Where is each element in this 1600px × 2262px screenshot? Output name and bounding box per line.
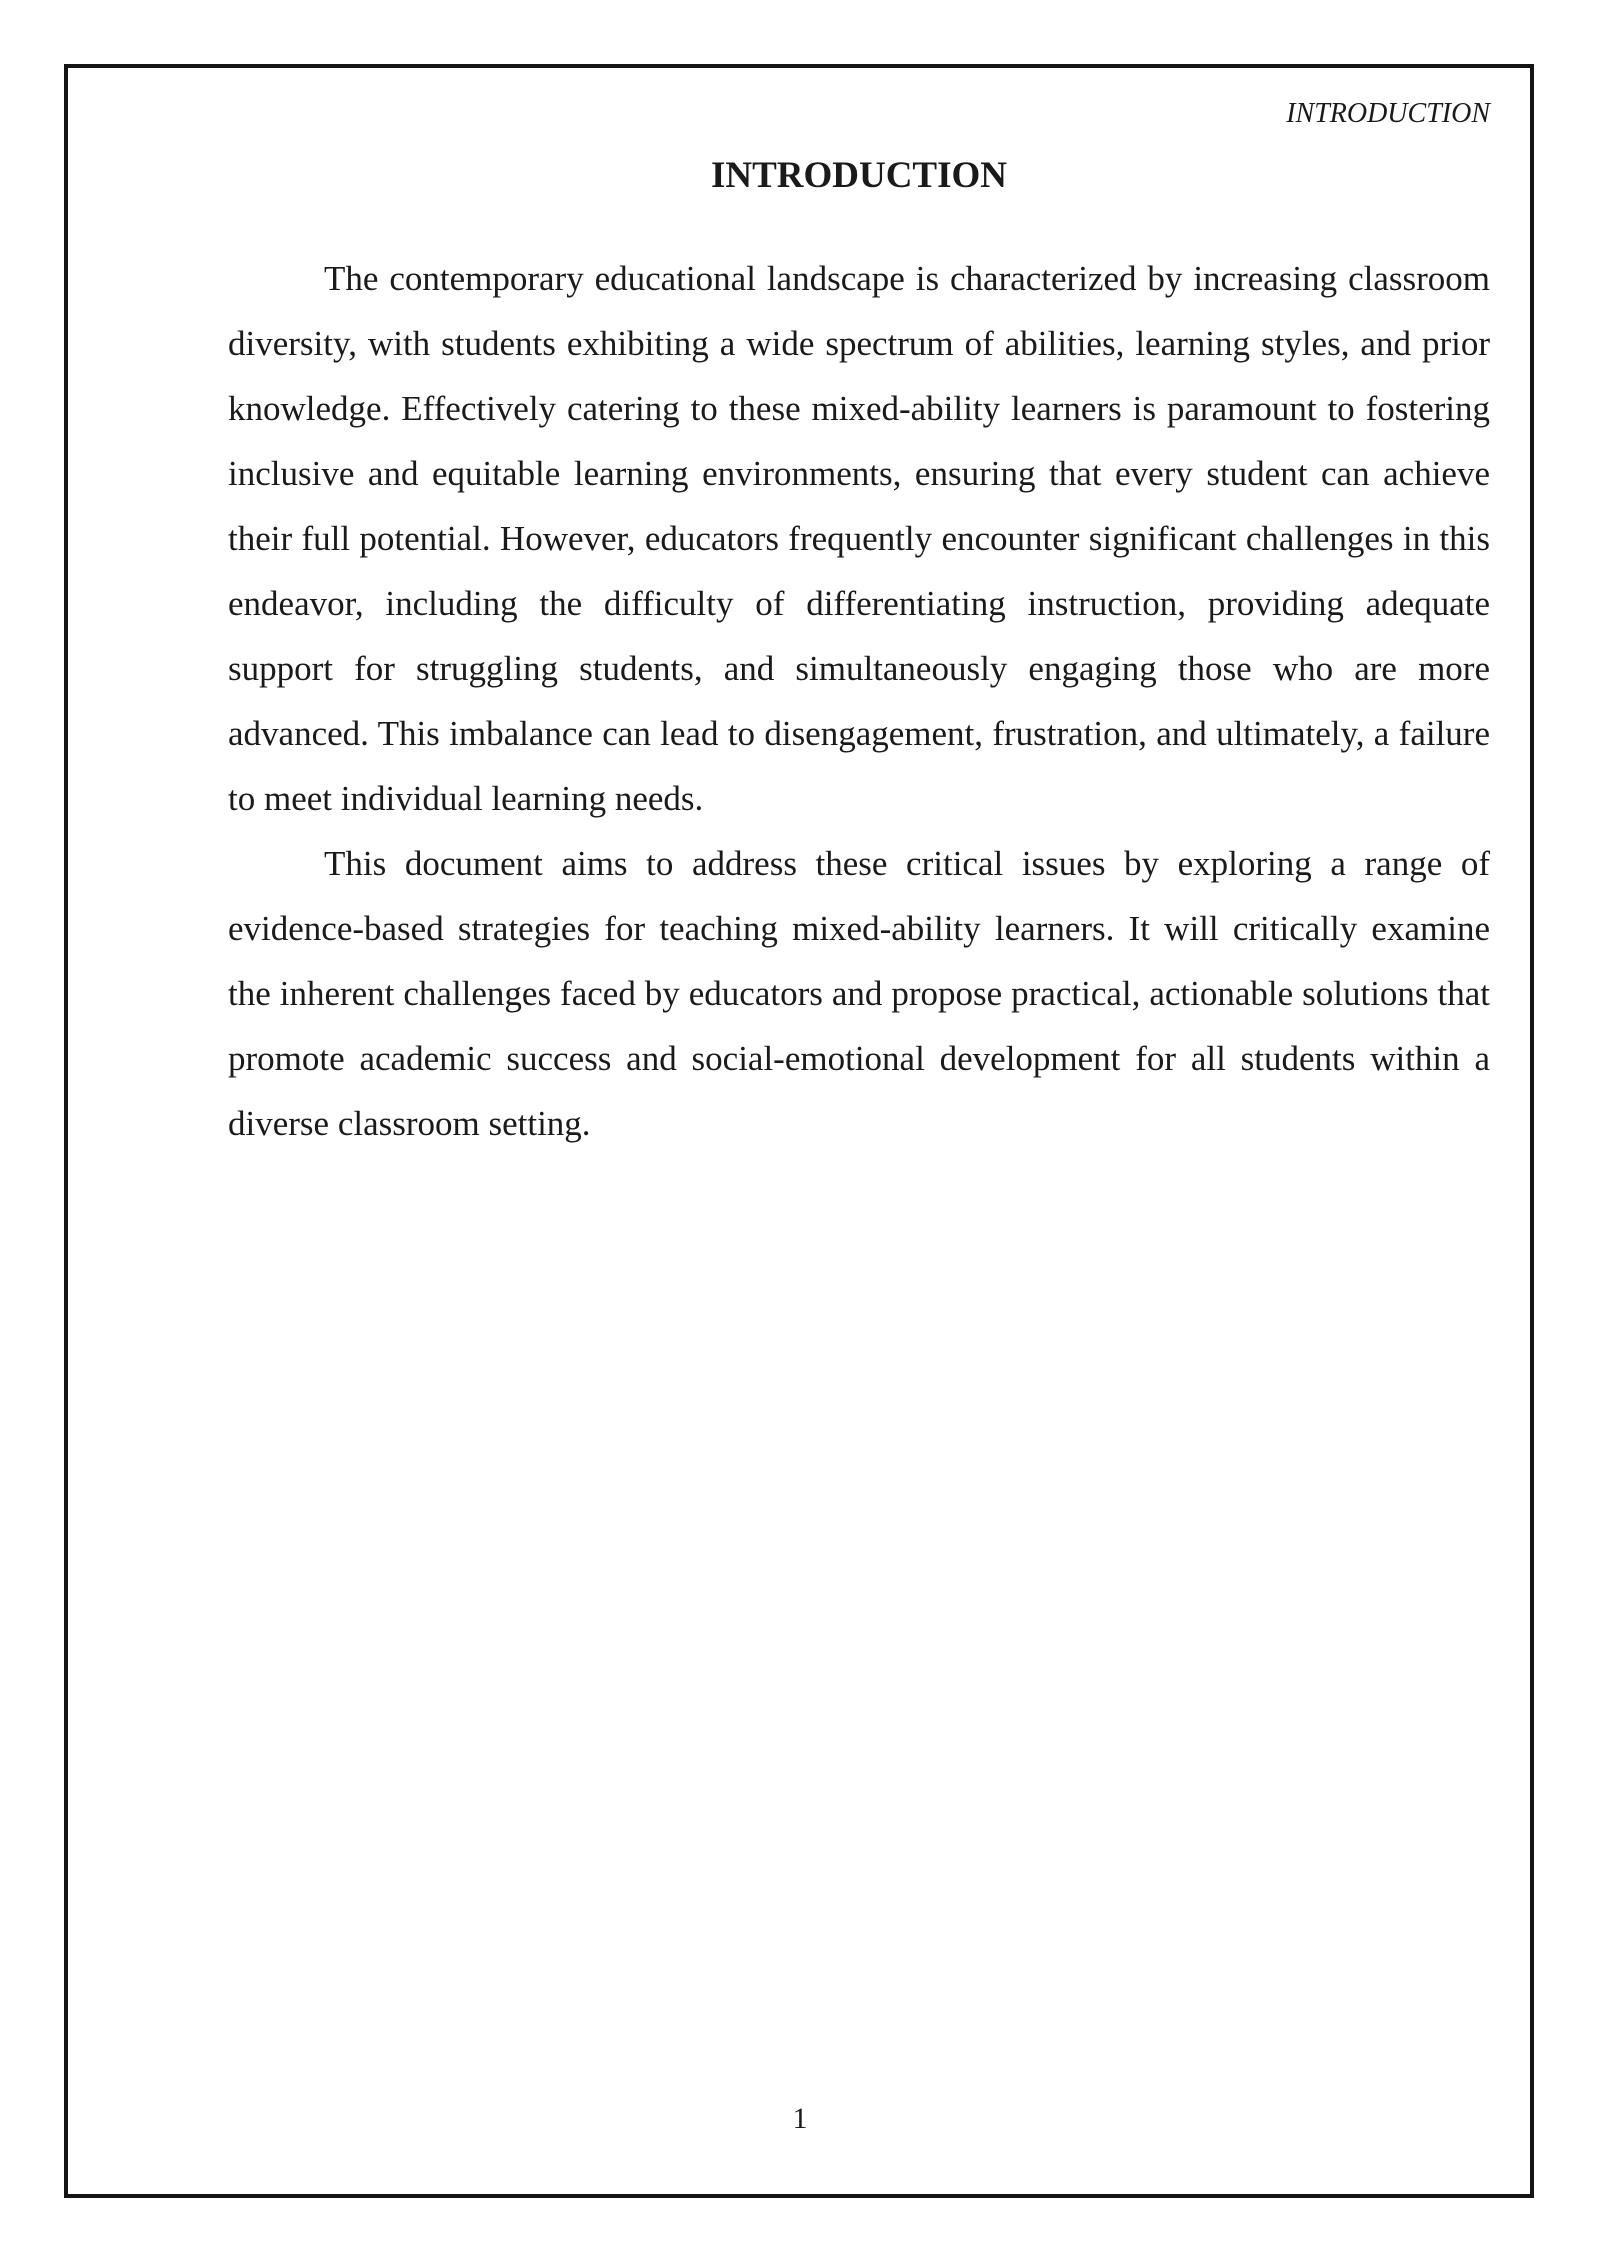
paragraph-2: This document aims to address these critical issues by exploring a range of evidence-based strategies for teaching mixed-ability learners. It will critically examine the inherent challenges faced by educators and propose practical, actionable solutions that promote academic success and social-emotional development for all students within a diverse classroom setting. <box>228 844 1490 1143</box>
document-title: INTRODUCTION <box>710 155 1008 196</box>
running-header: INTRODUCTION <box>1286 98 1490 129</box>
paragraph-1: The contemporary educational landscape is characterized by increasing classroom diversity, with students exhibiting a wide spectrum of abilities, learning styles, and prior knowledge. Effectively catering to these mixed-ability learners is paramount to fostering inclusive and equitable learning environments, ensuring that every student can achieve their full potential. However, educators frequently encounter significant challenges in this endeavor, including the difficulty of differentiating instruction, providing adequate support for struggling students, and simultaneously engaging those who are more advanced. This imbalance can lead to disengagement, frustration, and ultimately, a failure to meet individual learning needs. <box>228 259 1490 818</box>
page-number: 1 <box>792 2102 808 2135</box>
body-text <box>228 246 1490 1156</box>
